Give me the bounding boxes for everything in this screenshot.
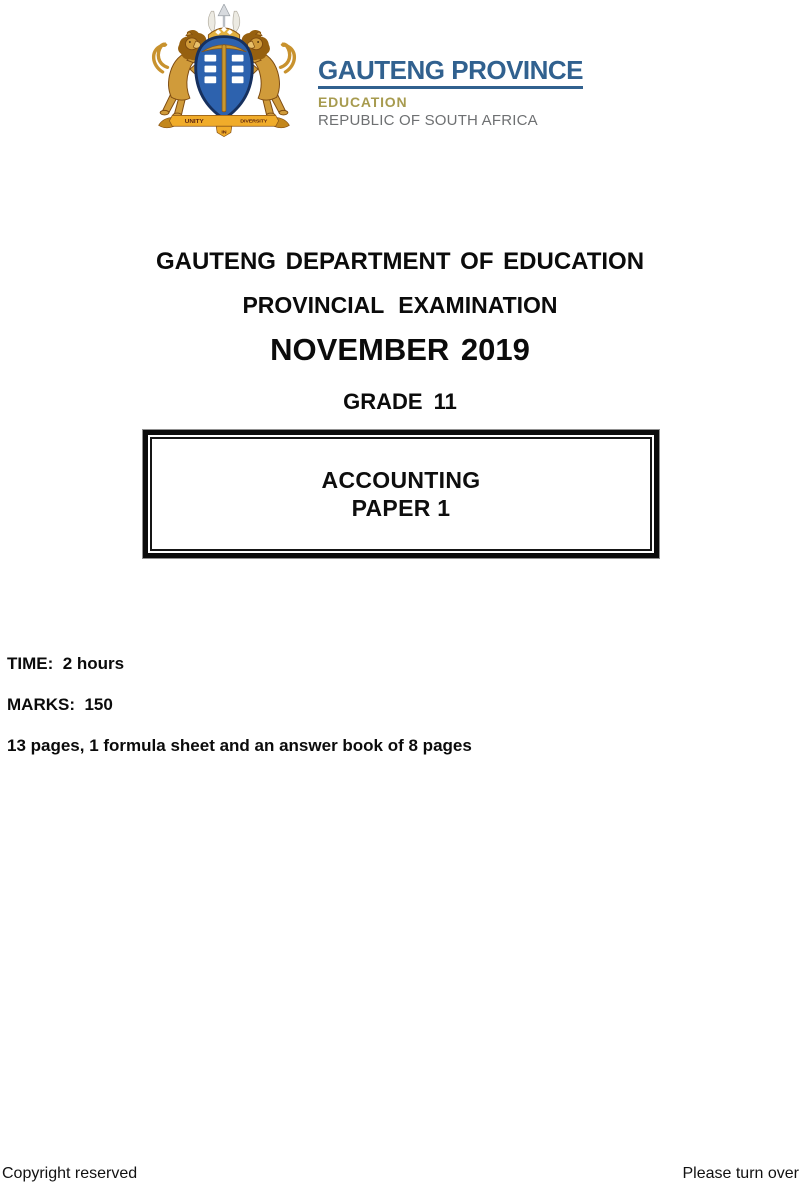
logo-text-block: [318, 57, 583, 129]
subject-box-inner: [150, 437, 652, 551]
time-allocation: TIME: 2 hours: [7, 654, 125, 673]
subject-name: ACCOUNTING: [321, 467, 481, 493]
total-marks: MARKS: 150: [7, 695, 113, 714]
pages-note: 13 pages, 1 formula sheet and an answer book of 8 pages: [7, 736, 472, 755]
gauteng-coat-of-arms-icon: [146, 4, 302, 138]
heading-grade: GRADE 11: [343, 389, 457, 414]
subject-paper: PAPER 1: [351, 495, 451, 521]
turn-over-note: Please turn over: [682, 1165, 799, 1182]
page-footer: [2, 1165, 799, 1183]
motto-unity: UNITY: [184, 118, 204, 125]
copyright-notice: Copyright reserved: [2, 1165, 138, 1182]
logo-country-label: REPUBLIC OF SOUTH AFRICA: [318, 112, 538, 130]
logo-province-title: GAUTENG PROVINCE: [318, 57, 583, 89]
subject-box: [143, 430, 659, 558]
logo-department-label: EDUCATION: [318, 94, 408, 111]
motto-diversity: DIVERSITY: [240, 118, 268, 125]
motto-banner: [159, 115, 290, 136]
crest-crown: [208, 4, 240, 39]
heading-exam-session: NOVEMBER 2019: [270, 332, 530, 367]
heading-department: GAUTENG DEPARTMENT OF EDUCATION: [155, 248, 645, 275]
motto-in: IN: [221, 129, 227, 136]
heading-exam-type: PROVINCIAL EXAMINATION: [242, 292, 558, 318]
